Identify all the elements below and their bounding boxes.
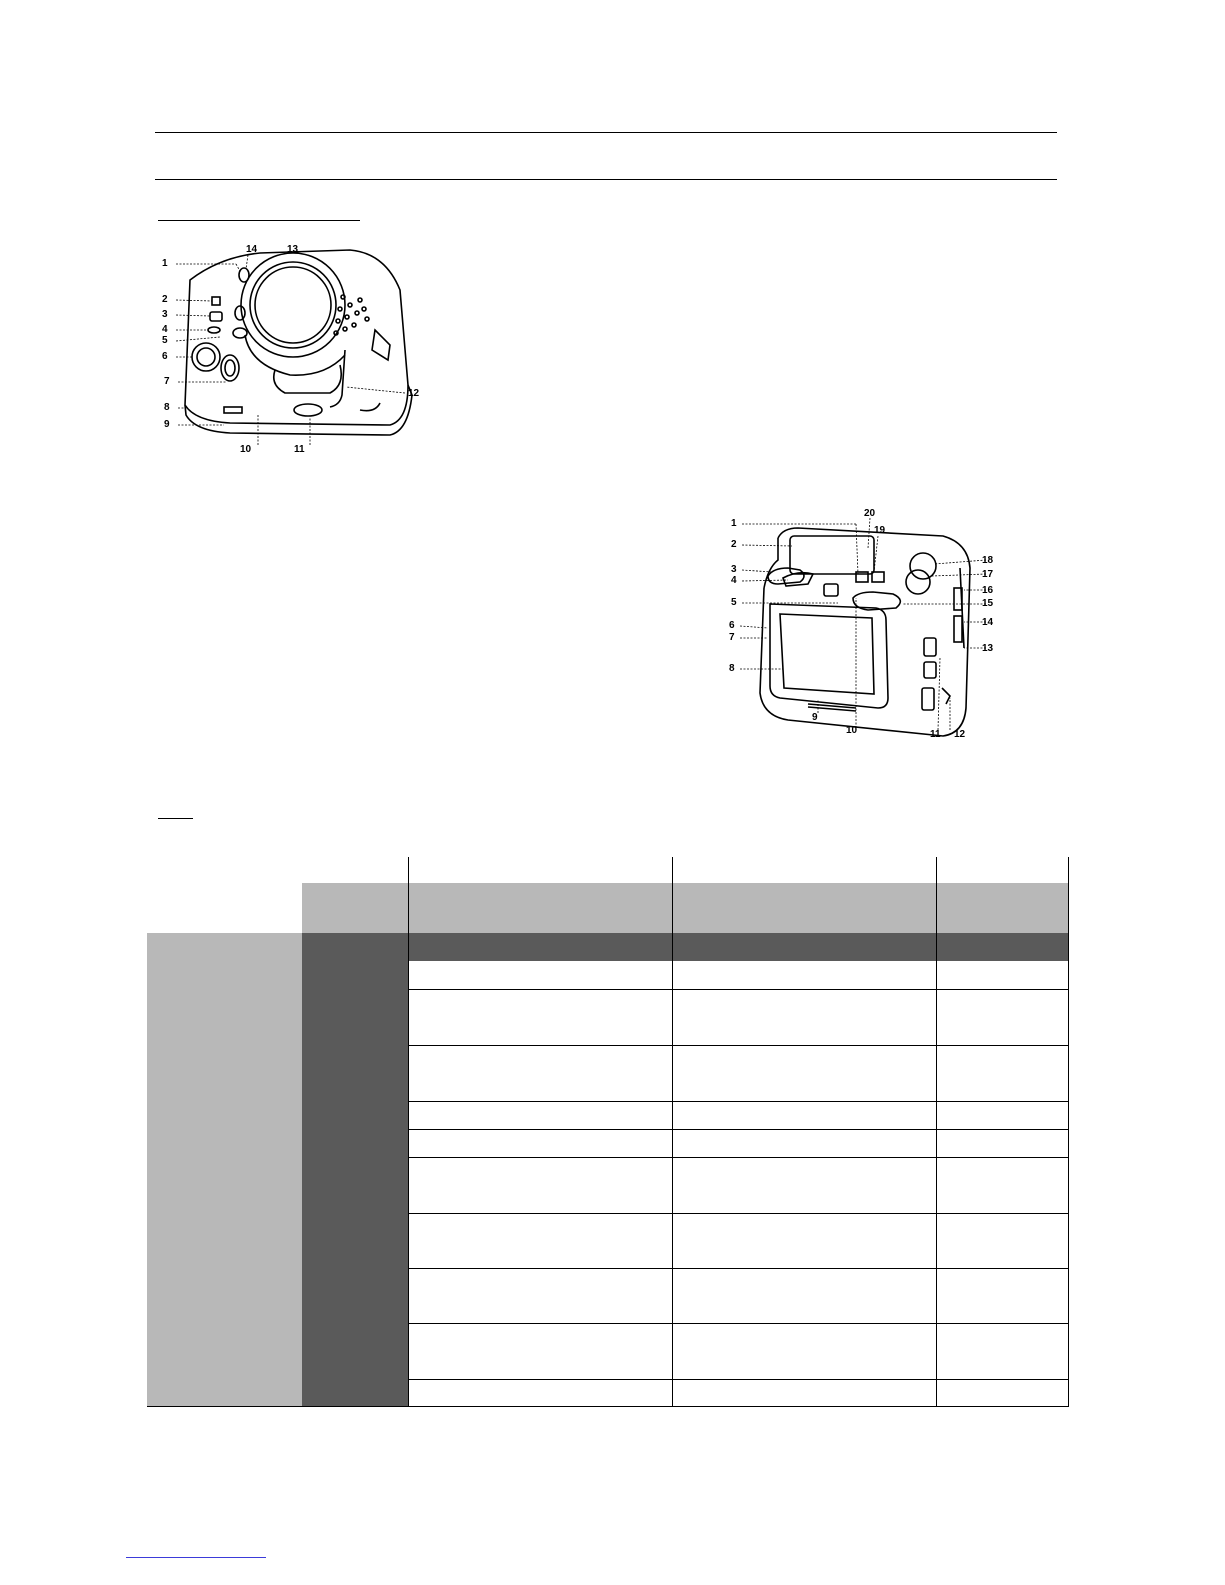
table-row-label xyxy=(147,961,302,989)
back-callout-11: 11 xyxy=(930,729,941,740)
table-hline xyxy=(408,1045,1068,1046)
back-callout-9: 9 xyxy=(812,712,818,723)
back-callout-10: 10 xyxy=(846,725,858,736)
front-callout-2: 2 xyxy=(162,294,168,305)
table-row-dark-cell xyxy=(302,1129,408,1157)
table-row-label xyxy=(147,1157,302,1213)
front-callout-9: 9 xyxy=(164,419,170,430)
front-callout-6: 6 xyxy=(162,351,168,362)
table-row-label xyxy=(147,1323,302,1379)
back-callout-19: 19 xyxy=(874,525,886,536)
table-header-cell-5 xyxy=(936,883,1068,933)
back-callout-18: 18 xyxy=(982,555,994,566)
table-row-dark-cell xyxy=(302,1157,408,1213)
table-hline xyxy=(408,989,1068,990)
back-callout-12: 12 xyxy=(954,729,966,740)
back-callout-16: 16 xyxy=(982,585,994,596)
table-row-dark-cell xyxy=(302,989,408,1045)
back-callout-5: 5 xyxy=(731,597,737,608)
front-callout-1: 1 xyxy=(162,258,168,269)
back-callout-3: 3 xyxy=(731,564,737,575)
table-row-label xyxy=(147,1129,302,1157)
front-callout-13: 13 xyxy=(287,244,299,255)
front-callout-4: 4 xyxy=(162,324,168,335)
front-callout-5: 5 xyxy=(162,335,168,346)
table-row-label xyxy=(147,989,302,1045)
back-callout-15: 15 xyxy=(982,598,994,609)
table-row-label xyxy=(147,1379,302,1407)
table-hline xyxy=(408,1157,1068,1158)
front-callout-8: 8 xyxy=(164,402,170,413)
front-callout-10: 10 xyxy=(240,444,252,455)
back-callout-1: 1 xyxy=(731,518,737,529)
table-vline xyxy=(408,857,409,1407)
back-callout-13: 13 xyxy=(982,643,994,654)
table-hline xyxy=(408,1213,1068,1214)
table-row-1-label xyxy=(147,933,302,961)
table-hline xyxy=(408,1101,1068,1102)
table-row-dark-cell xyxy=(302,1268,408,1323)
front-callout-11: 11 xyxy=(294,444,305,455)
back-callout-7: 7 xyxy=(729,632,735,643)
table-hline xyxy=(408,1268,1068,1269)
table-hline xyxy=(408,1379,1068,1380)
table-row-label xyxy=(147,1268,302,1323)
footer-link-underline xyxy=(126,1557,266,1558)
table-bottom-line xyxy=(147,1406,1069,1407)
table-row-dark-cell xyxy=(302,1379,408,1407)
front-callout-12: 12 xyxy=(408,388,420,399)
table-vline xyxy=(1068,857,1069,1407)
table-row-dark-cell xyxy=(302,961,408,989)
front-callout-3: 3 xyxy=(162,309,168,320)
table-header-cell-4 xyxy=(672,883,936,933)
table-header-cell-2 xyxy=(302,883,408,933)
back-callout-8: 8 xyxy=(729,663,735,674)
table-header-cell-3 xyxy=(408,883,672,933)
table-row-1-band xyxy=(302,933,1068,961)
table-row-label xyxy=(147,1045,302,1101)
table-row-dark-cell xyxy=(302,1045,408,1101)
back-callout-2: 2 xyxy=(731,539,737,550)
table-row-label xyxy=(147,1101,302,1129)
table-row-dark-cell xyxy=(302,1101,408,1129)
table-row-dark-cell xyxy=(302,1323,408,1379)
table-hline xyxy=(408,1323,1068,1324)
front-callout-14: 14 xyxy=(246,244,258,255)
front-callout-7: 7 xyxy=(164,376,170,387)
table-row-label xyxy=(147,1213,302,1268)
table-row-dark-cell xyxy=(302,1213,408,1268)
back-callout-20: 20 xyxy=(864,508,876,519)
table-vline xyxy=(672,857,673,1407)
back-callout-14: 14 xyxy=(982,617,994,628)
table-vline xyxy=(936,857,937,1407)
back-callout-4: 4 xyxy=(731,575,737,586)
table-hline xyxy=(408,1129,1068,1130)
back-callout-6: 6 xyxy=(729,620,735,631)
back-callout-17: 17 xyxy=(982,569,994,580)
